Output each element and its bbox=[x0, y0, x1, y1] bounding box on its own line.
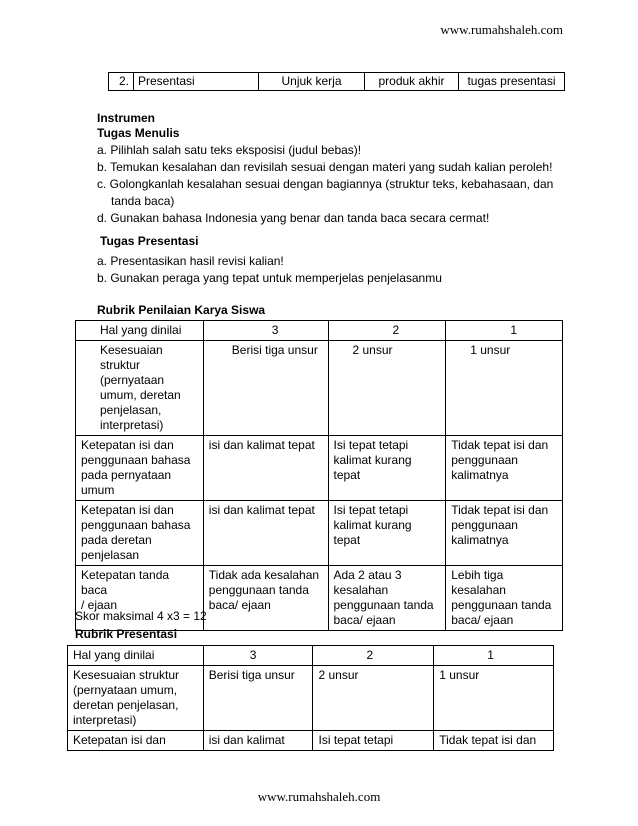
table-row bbox=[68, 666, 554, 731]
row-form: produk akhir bbox=[365, 73, 459, 91]
table-cell: Isi tepat tetapi kalimat kurang tepat bbox=[328, 501, 446, 566]
table-cell: Isi tepat tetapi bbox=[313, 731, 434, 751]
header-cell: 1 bbox=[434, 646, 554, 666]
list-item: b. Gunakan peraga yang tepat untuk memperjelas penjelasanmu bbox=[97, 271, 442, 285]
table-cell: Berisi tiga unsur bbox=[203, 666, 313, 731]
top-row-table bbox=[108, 72, 565, 91]
footer-website: www.rumahshaleh.com bbox=[257, 789, 381, 804]
header-cell: Hal yang dinilai bbox=[68, 646, 204, 666]
table-cell: Isi tepat tetapi kalimat kurang tepat bbox=[328, 436, 446, 501]
table-cell: Ketepatan isi dan penggunaan bahasa pada deretan penjelasan bbox=[76, 501, 204, 566]
row-name: Presentasi bbox=[134, 73, 259, 91]
table-cell: Ada 2 atau 3 kesalahan penggunaan tanda baca/ ejaan bbox=[328, 566, 446, 631]
tugas-menulis-block bbox=[97, 125, 553, 227]
rubrik-presentasi-heading: Rubrik Presentasi bbox=[75, 627, 178, 641]
table-cell: isi dan kalimat bbox=[203, 731, 313, 751]
table-cell: Lebih tiga kesalahan penggunaan tanda baca/ ejaan bbox=[446, 566, 563, 631]
table-cell: 1 unsur bbox=[446, 341, 563, 436]
rubrik-karya-heading: Rubrik Penilaian Karya Siswa bbox=[97, 303, 266, 317]
table-row bbox=[76, 501, 563, 566]
table-cell: 2 unsur bbox=[313, 666, 434, 731]
list-item: a. Presentasikan hasil revisi kalian! bbox=[97, 254, 284, 268]
tugas-menulis-heading: Tugas Menulis bbox=[97, 126, 180, 140]
table-cell: Ketepatan isi dan bbox=[68, 731, 204, 751]
skor-maksimal: Skor maksimal 4 x3 = 12 bbox=[75, 609, 207, 623]
table-cell: isi dan kalimat tepat bbox=[203, 436, 328, 501]
table-cell: Ketepatan tanda baca / ejaan bbox=[76, 566, 204, 631]
table-header-row bbox=[68, 646, 554, 666]
rubrik-karya-table bbox=[75, 320, 563, 631]
table-header-row bbox=[76, 321, 563, 341]
list-item: d. Gunakan bahasa Indonesia yang benar dan tanda baca secara cermat! bbox=[97, 211, 490, 225]
table-row bbox=[76, 341, 563, 436]
table-cell: isi dan kalimat tepat bbox=[203, 501, 328, 566]
list-item: a. Pilihlah salah satu teks eksposisi (judul bebas)! bbox=[97, 143, 362, 157]
table-row bbox=[76, 436, 563, 501]
row-instrument: tugas presentasi bbox=[459, 73, 565, 91]
table-cell: Berisi tiga unsur bbox=[203, 341, 328, 436]
table-cell: Ketepatan isi dan penggunaan bahasa pada pernyataan umum bbox=[76, 436, 204, 501]
row-number: 2. bbox=[109, 73, 134, 91]
table-cell: Tidak tepat isi dan penggunaan kalimatnya bbox=[446, 436, 563, 501]
row-technique: Unjuk kerja bbox=[259, 73, 365, 91]
header-cell: 2 bbox=[313, 646, 434, 666]
table-cell: Tidak tepat isi dan bbox=[434, 731, 554, 751]
header-cell: 1 bbox=[446, 321, 563, 341]
table-row bbox=[68, 731, 554, 751]
list-item: b. Temukan kesalahan dan revisilah sesuai dengan materi yang sudah kalian peroleh! bbox=[97, 160, 553, 174]
table-row bbox=[109, 73, 565, 91]
header-cell: 3 bbox=[203, 646, 313, 666]
instrumen-heading: Instrumen bbox=[97, 111, 156, 125]
tugas-presentasi-list bbox=[97, 253, 442, 287]
table-cell: 1 unsur bbox=[434, 666, 554, 731]
table-cell: Tidak ada kesalahan penggunaan tanda baca/ ejaan bbox=[203, 566, 328, 631]
header-cell: 3 bbox=[203, 321, 328, 341]
list-item: tanda baca) bbox=[111, 194, 175, 208]
table-cell: Kesesuaian struktur (pernyataan umum, deretan penjelasan, interpretasi) bbox=[68, 666, 204, 731]
tugas-presentasi-heading: Tugas Presentasi bbox=[100, 234, 199, 248]
table-cell: Tidak tepat isi dan penggunaan kalimatnya bbox=[446, 501, 563, 566]
rubrik-presentasi-table bbox=[67, 645, 554, 751]
table-cell: 2 unsur bbox=[328, 341, 446, 436]
table-cell: Kesesuaian struktur (pernyataan umum, deretan penjelasan, interpretasi) bbox=[76, 341, 204, 436]
header-cell: 2 bbox=[328, 321, 446, 341]
header-cell: Hal yang dinilai bbox=[76, 321, 204, 341]
header-website: www.rumahshaleh.com bbox=[440, 22, 563, 37]
list-item: c. Golongkanlah kesalahan sesuai dengan bagiannya (struktur teks, kebahasaan, dan bbox=[97, 177, 554, 191]
